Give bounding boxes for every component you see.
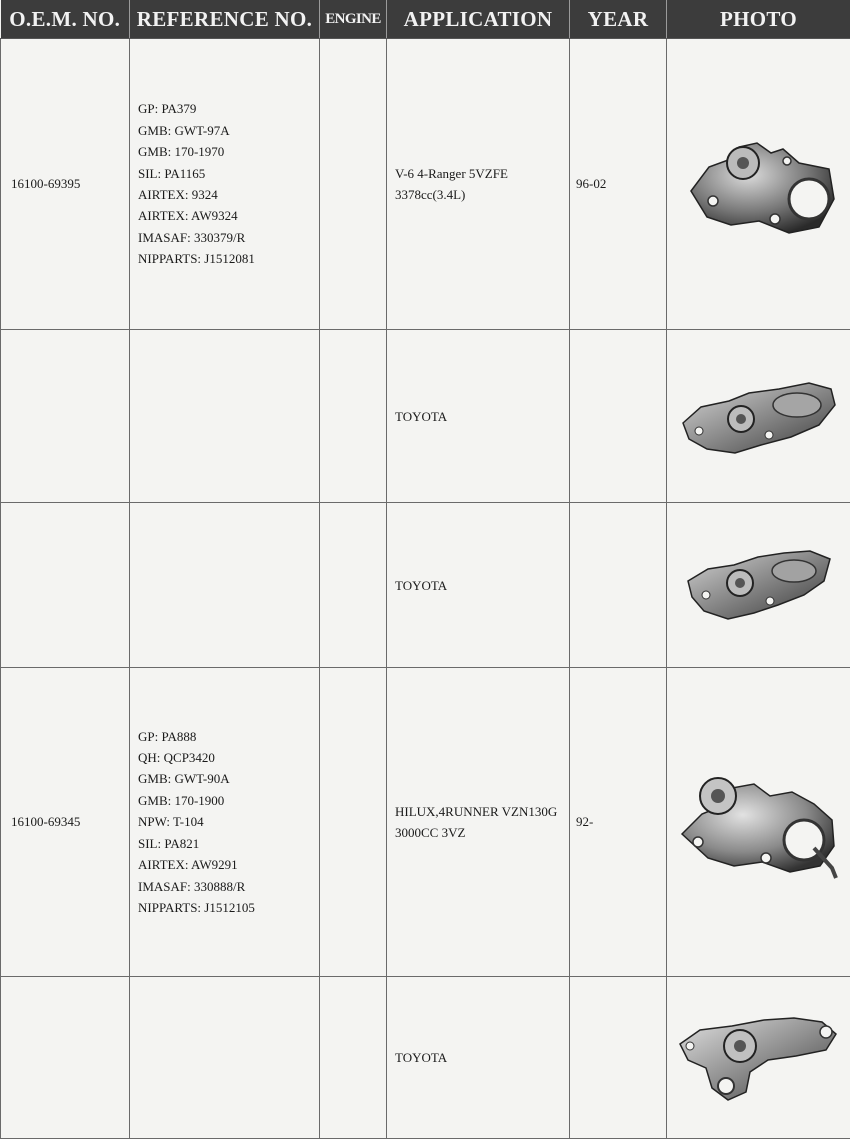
table-row <box>1 503 850 668</box>
reference-item: QH: QCP3420 <box>138 750 215 766</box>
application-line: 3378cc(3.4L) <box>395 187 466 202</box>
reference-item: NIPPARTS: J1512105 <box>138 899 255 915</box>
header-year: YEAR <box>570 0 667 39</box>
year-cell: 92- <box>570 668 667 977</box>
reference-list-cell <box>130 977 320 1139</box>
table-row <box>1 39 850 330</box>
year-cell <box>570 503 667 668</box>
photo-cell <box>667 668 850 977</box>
reference-item: GMB: 170-1900 <box>138 792 225 808</box>
reference-list-cell <box>130 39 320 330</box>
reference-item: AIRTEX: AW9324 <box>138 208 238 224</box>
water-pump-housing-icon <box>674 762 844 882</box>
engine-cell <box>320 39 387 330</box>
application-cell <box>387 503 570 668</box>
reference-item: IMASAF: 330379/R <box>138 229 246 245</box>
application-line: V-6 4-Ranger 5VZFE <box>395 166 508 181</box>
water-pump-long-housing-icon <box>676 1008 841 1108</box>
year-cell <box>570 330 667 503</box>
reference-list-cell <box>130 330 320 503</box>
header-engine: ENGINE <box>320 0 387 39</box>
water-pump-housing-icon <box>679 129 839 239</box>
reference-list-cell <box>130 668 320 977</box>
header-application: APPLICATION <box>387 0 570 39</box>
application-line: 3000CC 3VZ <box>395 825 466 840</box>
reference-item: NIPPARTS: J1512081 <box>138 251 255 267</box>
reference-item: AIRTEX: 9324 <box>138 187 218 202</box>
oem-number-cell <box>1 503 130 668</box>
oem-number-cell: 16100-69345 <box>1 668 130 977</box>
header-oem-no: O.E.M. NO. <box>1 0 130 39</box>
reference-list-cell <box>130 503 320 668</box>
photo-cell <box>667 39 850 330</box>
reference-item: GMB: GWT-90A <box>138 771 230 787</box>
engine-cell <box>320 503 387 668</box>
header-photo: PHOTO <box>667 0 850 39</box>
table-row <box>1 330 850 503</box>
application-cell <box>387 39 570 330</box>
reference-item: GP: PA379 <box>138 101 197 117</box>
engine-cell <box>320 977 387 1139</box>
application-line: TOYOTA <box>395 577 448 593</box>
oem-number-cell <box>1 977 130 1139</box>
year-cell: 96-02 <box>570 39 667 330</box>
application-cell <box>387 330 570 503</box>
oem-number-cell <box>1 330 130 503</box>
application-cell <box>387 668 570 977</box>
application-cell <box>387 977 570 1139</box>
reference-item: GMB: GWT-97A <box>138 122 230 138</box>
year-cell <box>570 977 667 1139</box>
reference-item: GMB: 170-1970 <box>138 144 225 160</box>
water-pump-timing-cover-icon <box>684 543 834 628</box>
engine-cell <box>320 330 387 503</box>
reference-item: NPW: T-104 <box>138 814 204 830</box>
application-line: HILUX,4RUNNER VZN130G <box>395 804 558 819</box>
photo-cell <box>667 503 850 668</box>
reference-item: SIL: PA821 <box>138 835 200 851</box>
reference-item: AIRTEX: AW9291 <box>138 857 238 873</box>
photo-cell <box>667 977 850 1139</box>
table-row <box>1 977 850 1139</box>
header-reference-no: REFERENCE NO. <box>130 0 320 39</box>
reference-item: IMASAF: 330888/R <box>138 878 246 894</box>
reference-item: SIL: PA1165 <box>138 165 206 181</box>
oem-number-cell: 16100-69395 <box>1 39 130 330</box>
table-row <box>1 668 850 977</box>
photo-cell <box>667 330 850 503</box>
reference-item: GP: PA888 <box>138 728 197 744</box>
water-pump-timing-cover-icon <box>679 371 839 461</box>
engine-cell <box>320 668 387 977</box>
header-row <box>1 0 850 39</box>
application-line: TOYOTA <box>395 1050 448 1065</box>
application-line: TOYOTA <box>395 408 448 424</box>
